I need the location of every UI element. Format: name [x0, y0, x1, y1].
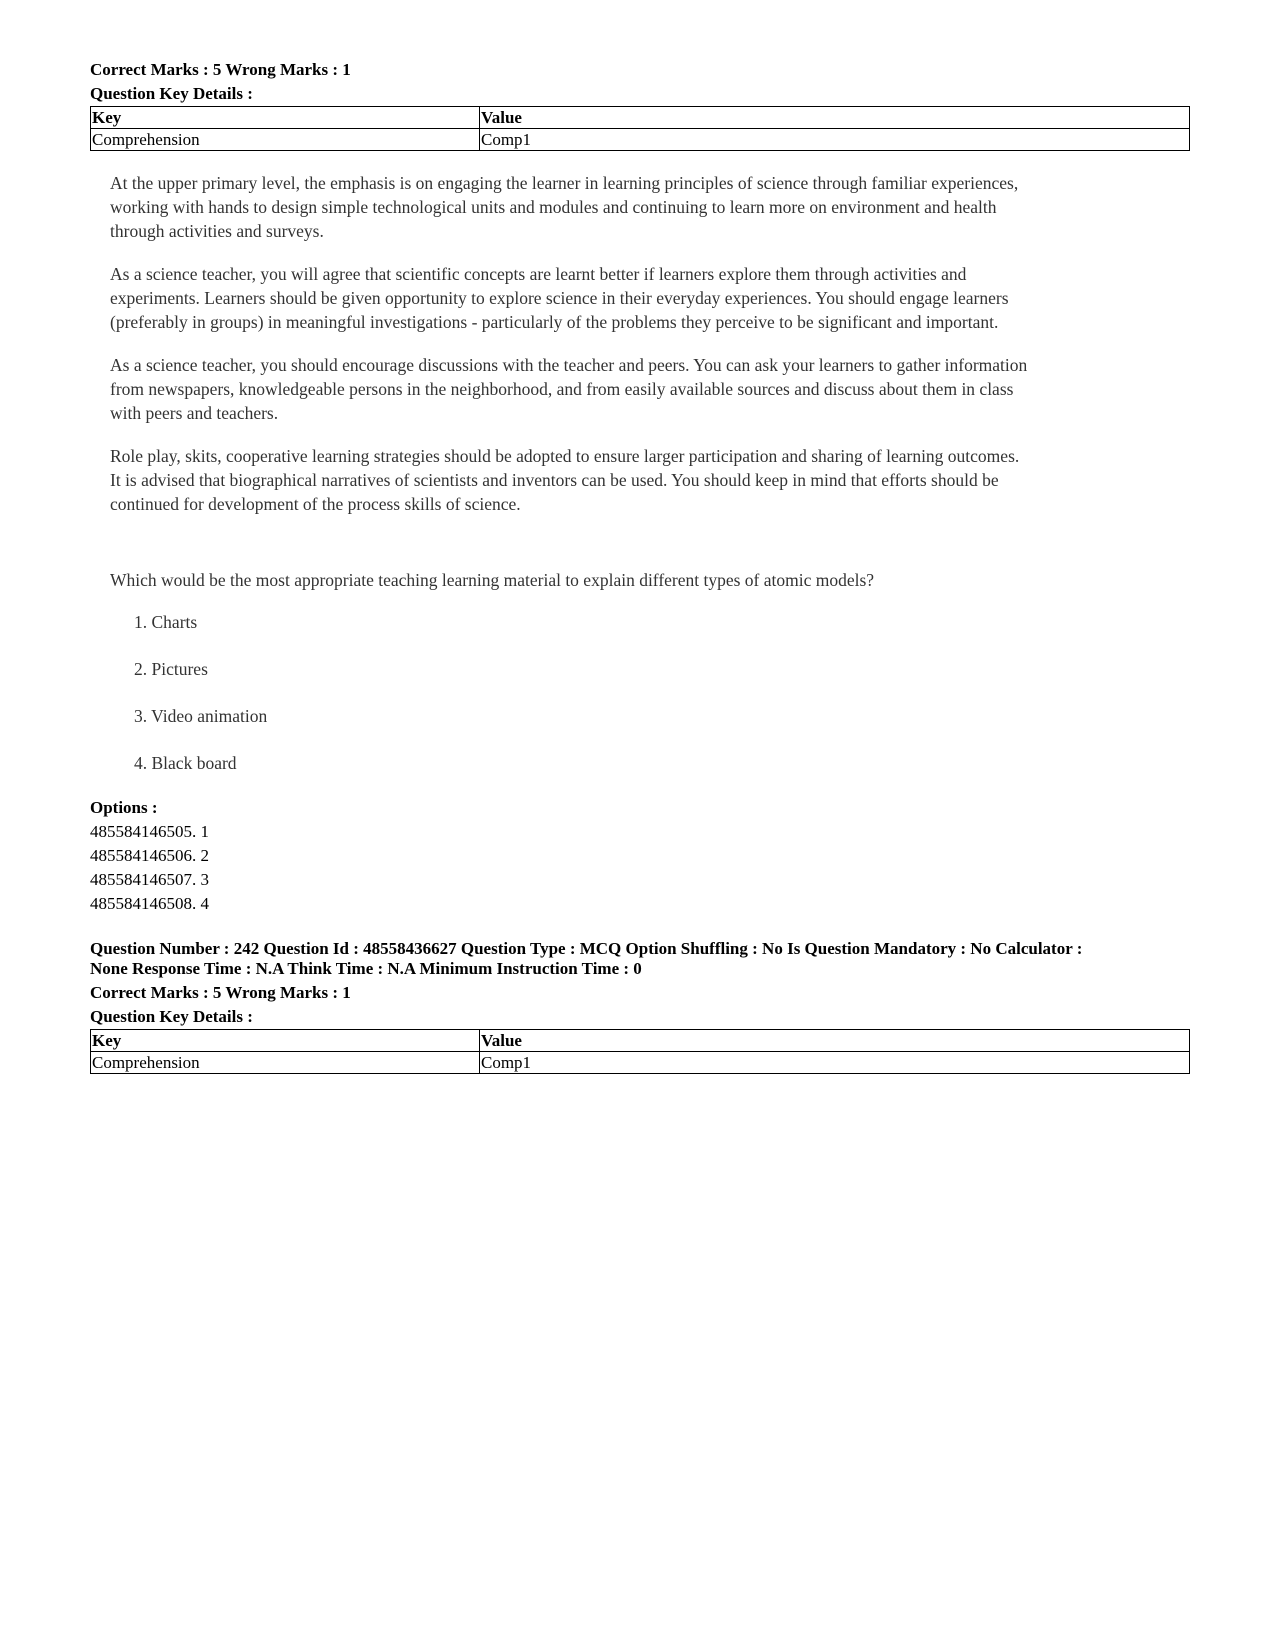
comprehension-passage-image	[110, 171, 1030, 775]
key-details-label: Question Key Details :	[90, 84, 253, 103]
table-row	[91, 129, 1190, 151]
options-label: Options :	[90, 798, 158, 817]
marks-line: Correct Marks : 5 Wrong Marks : 1	[90, 60, 351, 79]
table-header-row	[91, 107, 1190, 129]
table-header-value: Value	[480, 1030, 1190, 1052]
passage-paragraph: At the upper primary level, the emphasis is on engaging the learner in learning principles of science through familiar experiences, working with hands to design simple technological units and modules and continuing to learn more on environment and health through activities and surveys.	[110, 173, 1019, 241]
choice-item: 2. Pictures	[134, 659, 208, 679]
table-row	[91, 1052, 1190, 1074]
option-item: 485584146505. 1	[90, 822, 209, 841]
key-details-table	[90, 106, 1190, 151]
key-details-label: Question Key Details :	[90, 1007, 253, 1026]
option-item: 485584146507. 3	[90, 870, 209, 889]
key-details-table	[90, 1029, 1190, 1074]
question-text: Which would be the most appropriate teaching learning material to explain different types of atomic models?	[110, 570, 875, 590]
options-block	[90, 796, 1190, 916]
question-meta-line: Question Number : 242 Question Id : 48558436627 Question Type : MCQ Option Shuffling : No Is Question Mandatory : No Calculator :	[90, 939, 1083, 958]
option-item: 485584146508. 4	[90, 894, 209, 913]
choice-item: 3. Video animation	[134, 706, 268, 726]
choice-item: 1. Charts	[134, 612, 198, 632]
choice-item: 4. Black board	[134, 753, 237, 773]
table-header-key: Key	[91, 1030, 480, 1052]
passage-paragraph: As a science teacher, you will agree that scientific concepts are learnt better if learners explore them through activities and experiments. Learners should be given opportunity to explore science in their everyday experiences. You should engage learners (preferably in groups) in meaningful investigations - particularly of the problems they perceive to be significant and important.	[110, 264, 1009, 332]
passage-paragraph: Role play, skits, cooperative learning strategies should be adopted to ensure larger participation and sharing of learning outcomes. It is advised that biographical narratives of scientists and inventors can be used. You should keep in mind that efforts should be continued for development of the process skills of science.	[110, 446, 1020, 514]
table-header-key: Key	[91, 107, 480, 129]
table-header-row	[91, 1030, 1190, 1052]
document-page	[90, 58, 1190, 1074]
choice-list	[110, 610, 1030, 775]
question-header	[90, 939, 1190, 1074]
table-cell-key: Comprehension	[91, 129, 480, 151]
table-header-value: Value	[480, 107, 1190, 129]
question-meta-line: None Response Time : N.A Think Time : N.A Minimum Instruction Time : 0	[90, 959, 642, 978]
passage-paragraph: As a science teacher, you should encourage discussions with the teacher and peers. You can ask your learners to gather information from newspapers, knowledgeable persons in the neighborhood, and from easily available sources and discuss about them in class with peers and teachers.	[110, 355, 1028, 423]
table-cell-value: Comp1	[480, 129, 1190, 151]
table-cell-key: Comprehension	[91, 1052, 480, 1074]
marks-line: Correct Marks : 5 Wrong Marks : 1	[90, 983, 351, 1002]
option-item: 485584146506. 2	[90, 846, 209, 865]
table-cell-value: Comp1	[480, 1052, 1190, 1074]
